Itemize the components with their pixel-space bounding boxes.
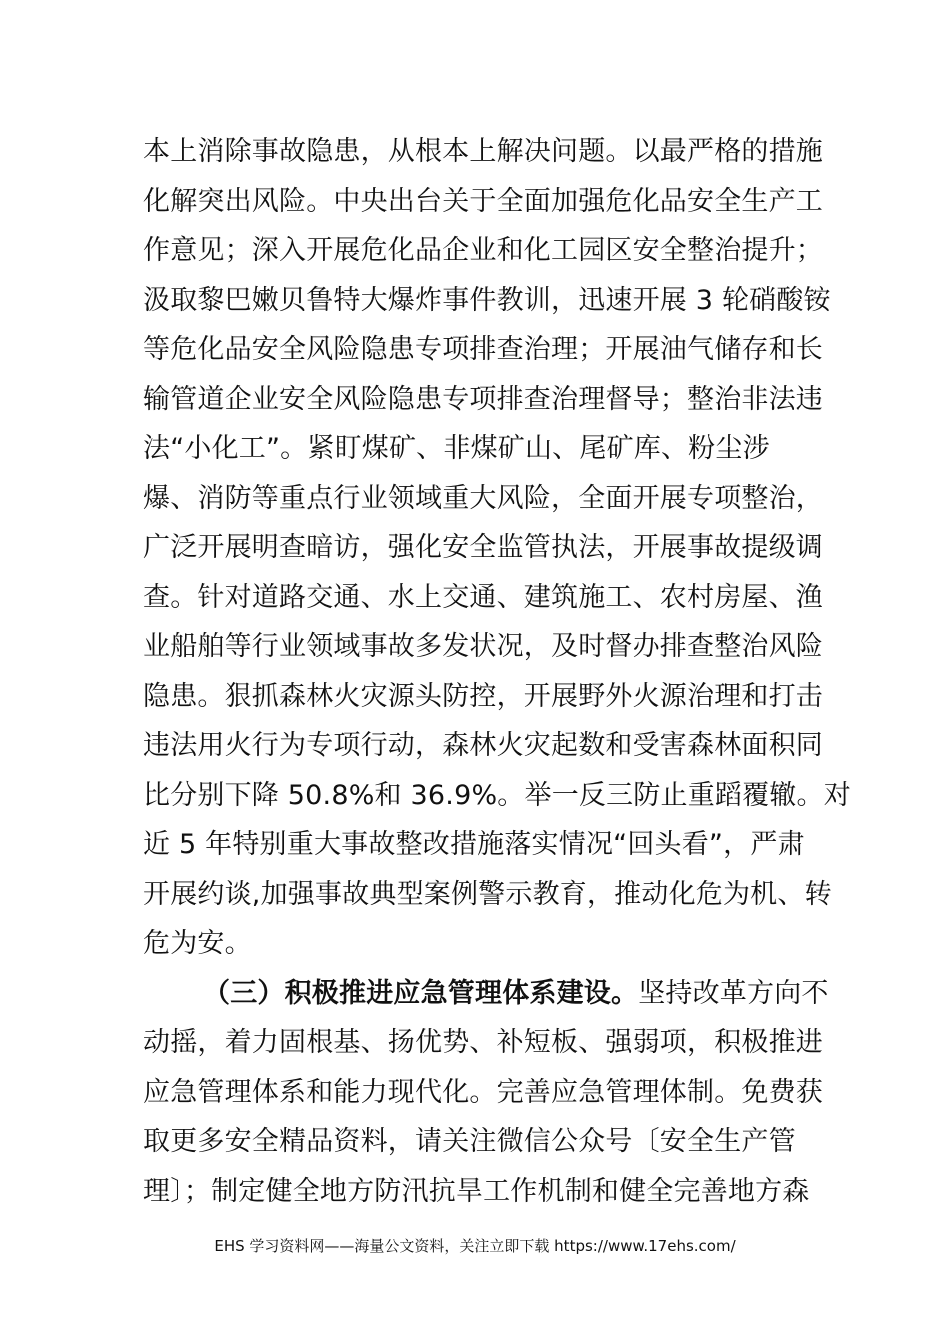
text-line: 应急管理体系和能力现代化。完善应急管理体制。免费获 xyxy=(143,1076,823,1108)
text-line: 取更多安全精品资料，请关注微信公众号〔安全生产管 xyxy=(143,1126,796,1157)
text-line: 近 5 年特别重大事故整改措施落实情况“回头看”，严肃 xyxy=(143,829,805,860)
text-line: 爆、消防等重点行业领域重大风险，全面开展专项整治， xyxy=(143,482,823,514)
section-heading-rest: 坚持改革方向不 xyxy=(638,977,829,1009)
text-line: 违法用火行为专项行动，森林火灾起数和受害森林面积同 xyxy=(143,730,823,761)
text-line: 查。针对道路交通、水上交通、建筑施工、农村房屋、渔 xyxy=(143,581,823,613)
section-heading-line xyxy=(143,969,829,1019)
text-line: 开展约谈,加强事故典型案例警示教育，推动化危为机、转 xyxy=(143,878,832,910)
section-heading: （三）积极推进应急管理体系建设。 xyxy=(203,977,639,1009)
text-line: 危为安。 xyxy=(143,928,252,959)
text-line: 隐患。狠抓森林火灾源头防控，开展野外火源治理和打击 xyxy=(143,680,823,712)
text-line: 输管道企业安全风险隐患专项排查治理督导；整治非法违 xyxy=(143,383,823,415)
text-line: 法“小化工”。紧盯煤矿、非煤矿山、尾矿库、粉尘涉 xyxy=(143,433,770,464)
text-line: 比分别下降 50.8%和 36.9%。举一反三防止重蹈覆辙。对 xyxy=(143,779,851,811)
text-line: 广泛开展明查暗访，强化安全监管执法，开展事故提级调 xyxy=(143,532,823,563)
text-line: 化解突出风险。中央出台关于全面加强危化品安全生产工 xyxy=(143,185,823,217)
text-line: 作意见；深入开展危化品企业和化工园区安全整治提升； xyxy=(143,235,823,266)
text-line: 本上消除事故隐患，从根本上解决问题。以最严格的措施 xyxy=(143,136,823,167)
text-line: 理〕；制定健全地方防汛抗旱工作机制和健全完善地方森 xyxy=(143,1175,810,1207)
page-footer: EHS 学习资料网——海量公文资料，关注立即下载 https://www.17ehs.com/ xyxy=(214,1237,736,1255)
text-line: 汲取黎巴嫩贝鲁特大爆炸事件教训，迅速开展 3 轮硝酸铵 xyxy=(143,284,831,316)
body-text xyxy=(143,127,851,1216)
text-line: 动摇，着力固根基、扬优势、补短板、强弱项，积极推进 xyxy=(143,1027,823,1058)
text-line: 等危化品安全风险隐患专项排查治理；开展油气储存和长 xyxy=(143,334,823,365)
text-line: 业船舶等行业领域事故多发状况，及时督办排查整治风险 xyxy=(143,631,823,662)
